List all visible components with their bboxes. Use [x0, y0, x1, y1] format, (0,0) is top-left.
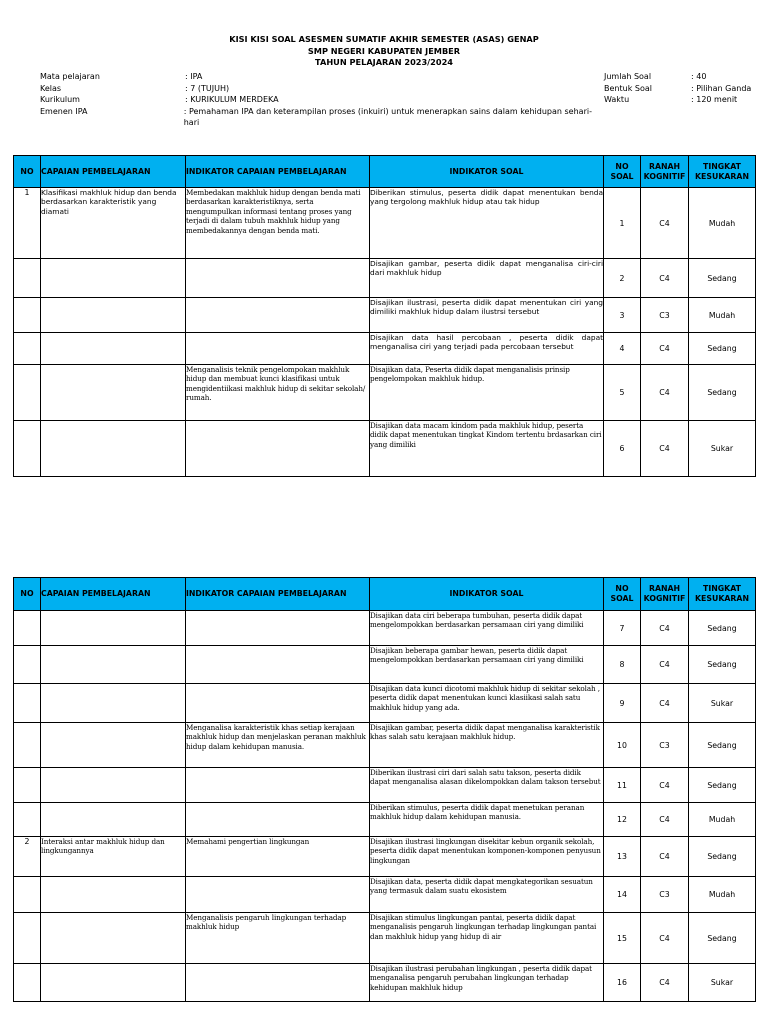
- school-name: SMP NEGERI KABUPATEN JEMBER: [307, 45, 461, 56]
- cell-capaian: [41, 877, 186, 913]
- cell-indikator-capaian: [186, 803, 370, 837]
- cell-no-soal: 11: [604, 768, 641, 803]
- cell-ranah-kognitif: C4: [641, 803, 689, 837]
- meta-row: [604, 94, 764, 106]
- cell-no-soal: 2: [604, 259, 641, 298]
- cell-indikator-soal: Disajikan gambar, peserta didik dapat menganalisa karakteristik khas salah satu kerajaan makhluk hidup.: [370, 723, 604, 768]
- cell-ranah-kognitif: C4: [641, 365, 689, 421]
- cell-no-soal: 3: [604, 298, 641, 333]
- cell-tingkat-kesukaran: Mudah: [689, 803, 756, 837]
- cell-no-soal: 13: [604, 837, 641, 877]
- cell-no: [14, 421, 41, 477]
- meta-label: Emenen IPA: [40, 106, 88, 116]
- cell-no-soal: 9: [604, 684, 641, 723]
- meta-label: Waktu: [604, 95, 630, 104]
- cell-no: [14, 259, 41, 298]
- cell-indikator-capaian: Menganalisis teknik pengelompokan makhluk hidup dan membuat kunci klasifikasi untuk mengidentiikasi makhluk hidup di sekitar sekolah/ rumah.: [186, 365, 370, 421]
- cell-ranah-kognitif: C4: [641, 913, 689, 964]
- cell-no-soal: 7: [604, 611, 641, 646]
- meta-value: : 120 menit: [691, 95, 738, 104]
- cell-capaian: [41, 913, 186, 964]
- cell-indikator-soal: Diberikan stimulus, peserta didik dapat menentukan benda yang tergolong makhluk hidup atau tak hidup: [370, 188, 604, 259]
- cell-ranah-kognitif: C3: [641, 723, 689, 768]
- cell-tingkat-kesukaran: Sedang: [689, 333, 756, 365]
- cell-no-soal: 15: [604, 913, 641, 964]
- cell-indikator-soal: Disajikan data hasil percobaan , peserta didik dapat menganalisa ciri yang terjadi pada percobaan tersebut: [370, 333, 604, 365]
- cell-indikator-soal: Disajikan stimulus lingkungan pantai, peserta didik dapat menganalisis pengaruh lingkungan terhadap lingkungan pantai dan makhluk hidup yang hidup di air: [370, 913, 604, 964]
- meta-left: [40, 71, 600, 129]
- cell-ranah-kognitif: C4: [641, 333, 689, 365]
- cell-indikator-capaian: [186, 646, 370, 684]
- meta-label: Kurikulum: [40, 95, 80, 104]
- table-row: [14, 646, 756, 684]
- cell-indikator-soal: Disajikan beberapa gambar hewan, peserta didik dapat mengelompokkan berdasarkan persamaan ciri yang dimiliki: [370, 646, 604, 684]
- cell-no-soal: 12: [604, 803, 641, 837]
- cell-no-soal: 6: [604, 421, 641, 477]
- cell-no: [14, 646, 41, 684]
- meta-value: : 40: [691, 72, 707, 81]
- cell-tingkat-kesukaran: Sedang: [689, 913, 756, 964]
- meta-row: [40, 71, 600, 83]
- cell-no: [14, 803, 41, 837]
- kisi-kisi-table-2: [13, 577, 756, 1002]
- cell-ranah-kognitif: C4: [641, 259, 689, 298]
- cell-tingkat-kesukaran: Sedang: [689, 365, 756, 421]
- cell-indikator-soal: Disajikan data kunci dicotomi makhluk hidup di sekitar sekolah , peserta didik dapat menentukan kunci klasiikasi salah satu makhluk hidup yang ada.: [370, 684, 604, 723]
- cell-no-soal: 1: [604, 188, 641, 259]
- cell-ranah-kognitif: C4: [641, 188, 689, 259]
- table-row: [14, 421, 756, 477]
- table-row: [14, 259, 756, 298]
- cell-ranah-kognitif: C4: [641, 684, 689, 723]
- col-header-indikator-soal: INDIKATOR SOAL: [370, 156, 604, 188]
- cell-capaian: [41, 611, 186, 646]
- cell-indikator-capaian: Memahami pengertian lingkungan: [186, 837, 370, 877]
- col-header-indikator-capaian: INDIKATOR CAPAIAN PEMBELAJARAN: [186, 156, 370, 188]
- cell-capaian: [41, 259, 186, 298]
- col-header-indikator-soal: INDIKATOR SOAL: [370, 578, 604, 611]
- cell-capaian: [41, 723, 186, 768]
- cell-indikator-soal: Disajikan data macam kindom pada makhluk hidup, peserta didik dapat menentukan tingkat Kindom tertentu brdasarkan ciri yang dimiliki: [370, 421, 604, 477]
- cell-capaian: [41, 768, 186, 803]
- cell-indikator-soal: Disajikan ilustrasi perubahan lingkungan , peserta didik dapat menganalisa pengaruh perubahan lingkungan terhadap kehidupan makhluk hidup: [370, 964, 604, 1002]
- cell-ranah-kognitif: C4: [641, 837, 689, 877]
- cell-tingkat-kesukaran: Mudah: [689, 298, 756, 333]
- table-row: [14, 611, 756, 646]
- meta-right: [604, 71, 764, 106]
- cell-capaian: [41, 964, 186, 1002]
- cell-indikator-capaian: [186, 964, 370, 1002]
- table-row: [14, 768, 756, 803]
- cell-indikator-soal: Disajikan data, peserta didik dapat mengkategorikan sesuatun yang termasuk dalam suatu ekosistem: [370, 877, 604, 913]
- col-header-no: NO: [14, 156, 41, 188]
- document-header: [0, 34, 768, 69]
- cell-tingkat-kesukaran: Sedang: [689, 837, 756, 877]
- meta-row: [604, 83, 764, 95]
- cell-no: [14, 684, 41, 723]
- table-row: [14, 837, 756, 877]
- table-row: [14, 877, 756, 913]
- cell-indikator-capaian: [186, 684, 370, 723]
- meta-label: Mata pelajaran: [40, 72, 100, 81]
- col-header-ranah-kognitif: RANAH KOGNITIF: [641, 156, 689, 188]
- cell-ranah-kognitif: C4: [641, 964, 689, 1002]
- cell-ranah-kognitif: C4: [641, 646, 689, 684]
- cell-no: [14, 333, 41, 365]
- table-row: [14, 333, 756, 365]
- academic-year: TAHUN PELAJARAN 2023/2024: [315, 57, 453, 67]
- table-row: [14, 964, 756, 1002]
- cell-indikator-capaian: [186, 298, 370, 333]
- cell-capaian: Interaksi antar makhluk hidup dan lingkungannya: [41, 837, 186, 877]
- meta-label: Bentuk Soal: [604, 83, 652, 93]
- cell-tingkat-kesukaran: Sukar: [689, 964, 756, 1002]
- cell-no: [14, 365, 41, 421]
- col-header-tingkat-kesukaran: TINGKAT KESUKARAN: [689, 156, 756, 188]
- col-header-tingkat-kesukaran: TINGKAT KESUKARAN: [689, 578, 756, 611]
- cell-indikator-capaian: [186, 259, 370, 298]
- cell-tingkat-kesukaran: Sedang: [689, 768, 756, 803]
- cell-indikator-soal: Disajikan ilustrasi lingkungan disekitar kebun organik sekolah, peserta didik dapat menentukan komponen-komponen penyusun lingkungan: [370, 837, 604, 877]
- col-header-ranah-kognitif: RANAH KOGNITIF: [641, 578, 689, 611]
- table-row: [14, 298, 756, 333]
- table-row: [14, 684, 756, 723]
- cell-no: [14, 913, 41, 964]
- cell-indikator-capaian: Membedakan makhluk hidup dengan benda mati berdasarkan karakteristiknya, serta mengumpulkan informasi tentang proses yang terjadi di dalam tubuh makhluk hidup yang membedakannya dengan benda mati.: [186, 188, 370, 259]
- meta-row: [40, 106, 600, 129]
- cell-no-soal: 16: [604, 964, 641, 1002]
- cell-tingkat-kesukaran: Sukar: [689, 421, 756, 477]
- meta-row: [40, 94, 600, 106]
- cell-capaian: [41, 646, 186, 684]
- kisi-kisi-table-1: [13, 155, 756, 477]
- col-header-capaian: CAPAIAN PEMBELAJARAN: [41, 578, 186, 611]
- cell-ranah-kognitif: C4: [641, 611, 689, 646]
- table-row: [14, 723, 756, 768]
- cell-indikator-capaian: [186, 421, 370, 477]
- table-row: [14, 188, 756, 259]
- meta-value: : 7 (TUJUH): [185, 83, 230, 93]
- cell-indikator-capaian: [186, 768, 370, 803]
- table-header-row: [14, 156, 756, 188]
- cell-no: [14, 964, 41, 1002]
- meta-row: [604, 71, 764, 83]
- table-header-row: [14, 578, 756, 611]
- cell-no-soal: 4: [604, 333, 641, 365]
- col-header-no-soal: NO SOAL: [604, 156, 641, 188]
- cell-capaian: Klasifikasi makhluk hidup dan benda berdasarkan karakteristik yang diamati: [41, 188, 186, 259]
- cell-indikator-soal: Disajikan data, Peserta didik dapat menganalisis prinsip pengelompokan makhluk hidup.: [370, 365, 604, 421]
- cell-tingkat-kesukaran: Mudah: [689, 877, 756, 913]
- cell-capaian: [41, 421, 186, 477]
- cell-indikator-capaian: [186, 877, 370, 913]
- cell-indikator-capaian: [186, 611, 370, 646]
- cell-no: [14, 768, 41, 803]
- cell-capaian: [41, 333, 186, 365]
- meta-label: Kelas: [40, 83, 62, 93]
- cell-indikator-capaian: Menganalisa karakteristik khas setiap kerajaan makhluk hidup dan menjelaskan peranan makhluk hidup dalam kehidupan manusia.: [186, 723, 370, 768]
- cell-tingkat-kesukaran: Sedang: [689, 259, 756, 298]
- col-header-capaian: CAPAIAN PEMBELAJARAN: [41, 156, 186, 188]
- meta-value: : Pilihan Ganda: [691, 83, 752, 93]
- cell-tingkat-kesukaran: Sedang: [689, 646, 756, 684]
- cell-no: [14, 611, 41, 646]
- cell-tingkat-kesukaran: Sedang: [689, 723, 756, 768]
- meta-value: : Pemahaman IPA dan keterampilan proses (inkuiri) untuk menerapkan sains dalam kehidupan sehari-hari: [183, 106, 592, 127]
- cell-indikator-soal: Disajikan gambar, peserta didik dapat menganalisa ciri-ciri dari makhluk hidup: [370, 259, 604, 298]
- cell-ranah-kognitif: C3: [641, 298, 689, 333]
- cell-no-soal: 14: [604, 877, 641, 913]
- cell-no-soal: 8: [604, 646, 641, 684]
- cell-tingkat-kesukaran: Mudah: [689, 188, 756, 259]
- meta-label: Jumlah Soal: [604, 72, 652, 81]
- cell-no: [14, 298, 41, 333]
- cell-no: [14, 723, 41, 768]
- cell-capaian: [41, 298, 186, 333]
- table-row: [14, 365, 756, 421]
- cell-no-soal: 10: [604, 723, 641, 768]
- cell-indikator-capaian: [186, 333, 370, 365]
- meta-row: [40, 83, 600, 95]
- col-header-no-soal: NO SOAL: [604, 578, 641, 611]
- col-header-indikator-capaian: INDIKATOR CAPAIAN PEMBELAJARAN: [186, 578, 370, 611]
- meta-value: : IPA: [185, 72, 203, 81]
- cell-capaian: [41, 803, 186, 837]
- cell-no: [14, 877, 41, 913]
- cell-no: 2: [14, 837, 41, 877]
- col-header-no: NO: [14, 578, 41, 611]
- table-row: [14, 913, 756, 964]
- cell-tingkat-kesukaran: Sedang: [689, 611, 756, 646]
- cell-ranah-kognitif: C4: [641, 768, 689, 803]
- cell-indikator-soal: Diberikan stimulus, peserta didik dapat menetukan peranan makhluk hidup dalam kehidupan manusia.: [370, 803, 604, 837]
- table-row: [14, 803, 756, 837]
- cell-tingkat-kesukaran: Sukar: [689, 684, 756, 723]
- meta-value: : KURIKULUM MERDEKA: [185, 95, 279, 104]
- cell-no-soal: 5: [604, 365, 641, 421]
- cell-capaian: [41, 365, 186, 421]
- cell-no: 1: [14, 188, 41, 259]
- cell-indikator-capaian: Menganalisis pengaruh lingkungan terhadap makhluk hidup: [186, 913, 370, 964]
- cell-indikator-soal: Disajikan ilustrasi, peserta didik dapat menentukan ciri yang dimiliki makhluk hidup dalam ilustrsi tersebut: [370, 298, 604, 333]
- cell-indikator-soal: Disajikan data ciri beberapa tumbuhan, peserta didik dapat mengelompokkan berdasarkan persamaan ciri yang dimiliki: [370, 611, 604, 646]
- cell-ranah-kognitif: C3: [641, 877, 689, 913]
- cell-indikator-soal: Diberikan ilustrasi ciri dari salah satu takson, peserta didik dapat menganalisa alasan dikelompokkan dalam takson tersebut: [370, 768, 604, 803]
- cell-ranah-kognitif: C4: [641, 421, 689, 477]
- doc-title: KISI KISI SOAL ASESMEN SUMATIF AKHIR SEMESTER (ASAS) GENAP: [229, 34, 539, 44]
- cell-capaian: [41, 684, 186, 723]
